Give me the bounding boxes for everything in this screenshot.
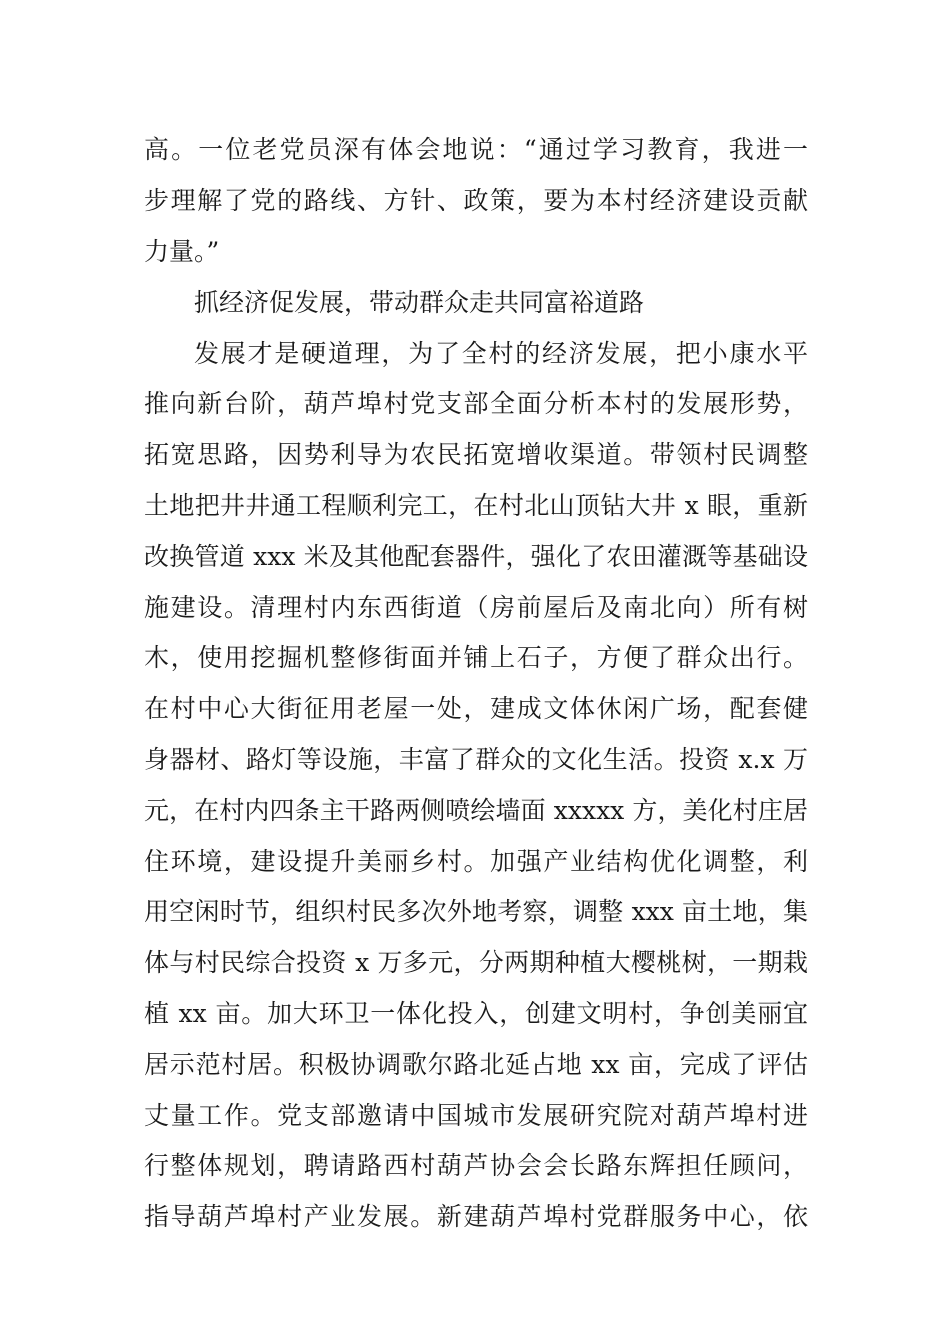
text-line: 拓宽思路，因势利导为农民拓宽增收渠道。带领村民调整 (144, 440, 808, 469)
text-line: 改换管道 xxx 米及其他配套器件，强化了农田灌溉等基础设 (144, 542, 808, 571)
text-line: 力量。” (144, 237, 220, 266)
text-line: 指导葫芦埠村产业发展。新建葫芦埠村党群服务中心，依 (144, 1202, 808, 1231)
text-line: 高。一位老党员深有体会地说：“通过学习教育，我进一 (144, 135, 808, 164)
text-line: 用空闲时节，组织村民多次外地考察，调整 xxx 亩土地，集 (144, 897, 808, 926)
text-line: 发展才是硬道理，为了全村的经济发展，把小康水平 (194, 339, 808, 368)
text-line: 丈量工作。党支部邀请中国城市发展研究院对葫芦埠村进 (144, 1101, 808, 1130)
text-line: 土地把井井通工程顺利完工，在村北山顶钻大井 x 眼，重新 (144, 491, 808, 520)
text-line: 居示范村居。积极协调歌尔路北延占地 xx 亩，完成了评估 (144, 1050, 808, 1079)
text-line: 步理解了党的路线、方针、政策，要为本村经济建设贡献 (144, 186, 808, 215)
text-line: 推向新台阶，葫芦埠村党支部全面分析本村的发展形势， (144, 389, 808, 418)
text-line: 木，使用挖掘机整修街面并铺上石子，方便了群众出行。 (144, 643, 808, 672)
text-line: 住环境，建设提升美丽乡村。加强产业结构优化调整，利 (144, 847, 808, 876)
text-line: 植 xx 亩。加大环卫一体化投入，创建文明村，争创美丽宜 (144, 999, 808, 1028)
text-line: 体与村民综合投资 x 万多元，分两期种植大樱桃树，一期栽 (144, 948, 808, 977)
section-heading: 抓经济促发展，带动群众走共同富裕道路 (194, 288, 645, 317)
text-line: 在村中心大街征用老屋一处，建成文体休闲广场，配套健 (144, 694, 808, 723)
text-line: 行整体规划，聘请路西村葫芦协会会长路东辉担任顾问， (144, 1151, 808, 1180)
text-line: 身器材、路灯等设施，丰富了群众的文化生活。投资 x.x 万 (144, 745, 808, 774)
text-line: 元，在村内四条主干路两侧喷绘墙面 xxxxx 方，美化村庄居 (144, 796, 808, 825)
text-line: 施建设。清理村内东西街道（房前屋后及南北向）所有树 (144, 593, 808, 622)
